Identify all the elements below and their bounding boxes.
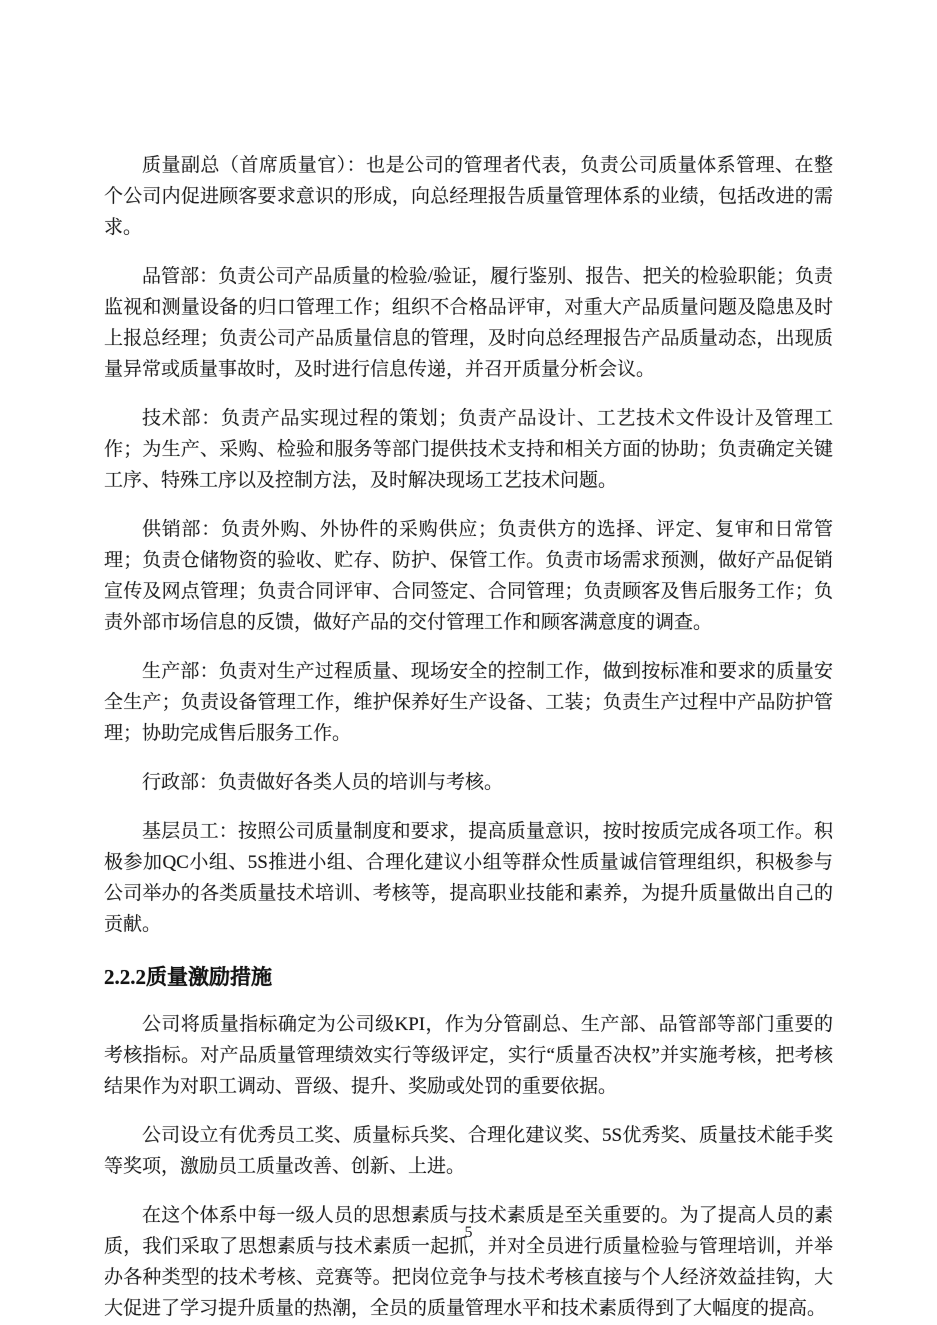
paragraph-kpi-assessment: 公司将质量指标确定为公司级KPI，作为分管副总、生产部、品管部等部门重要的考核指标。对产品质量管理绩效实行等级评定，实行“质量否决权”并实施考核，把考核结果作为对职工调动、晋级、提升、奖励或处罚的重要依据。 — [104, 1014, 833, 1097]
page-number: 5 — [464, 1224, 473, 1241]
paragraph-supply-sales-dept: 供销部：负责外购、外协件的采购供应；负责供方的选择、评定、复审和日常管理；负责仓储物资的验收、贮存、防护、保管工作。负责市场需求预测，做好产品促销宣传及网点管理；负责合同评审、合同签定、合同管理；负责顾客及售后服务工作；负责外部市场信息的反馈，做好产品的交付管理工作和顾客满意度的调查。 — [104, 519, 833, 633]
section-heading-quality-incentives: 2.2.2质量激励措施 — [104, 965, 272, 989]
paragraph-quality-control-dept: 品管部：负责公司产品质量的检验/验证，履行鉴别、报告、把关的检验职能；负责监视和测量设备的归口管理工作；组织不合格品评审，对重大产品质量问题及隐患及时上报总经理；负责公司产品质量信息的管理，及时向总经理报告产品质量动态，出现质量异常或质量事故时，及时进行信息传递，并召开质量分析会议。 — [104, 266, 833, 380]
paragraph-technical-dept: 技术部：负责产品实现过程的策划；负责产品设计、工艺技术文件设计及管理工作；为生产、采购、检验和服务等部门提供技术支持和相关方面的协助；负责确定关键工序、特殊工序以及控制方法，及时解决现场工艺技术问题。 — [104, 408, 833, 491]
paragraph-admin-dept: 行政部：负责做好各类人员的培训与考核。 — [142, 772, 504, 793]
paragraph-personnel-quality: 在这个体系中每一级人员的思想素质与技术素质是至关重要的。为了提高人员的素质，我们采取了思想素质与技术素质一起抓，并对全员进行质量检验与管理培训，并举办各种类型的技术考核、竞赛等。把岗位竞争与技术考核直接与个人经济效益挂钩，大大促进了学习提升质量的热潮，全员的质量管理水平和技术素质得到了大幅度的提高。 — [104, 1205, 833, 1319]
paragraph-quality-vp: 质量副总（首席质量官）：也是公司的管理者代表，负责公司质量体系管理、在整个公司内促进顾客要求意识的形成，向总经理报告质量管理体系的业绩，包括改进的需求。 — [104, 155, 833, 238]
paragraph-frontline-staff: 基层员工：按照公司质量制度和要求，提高质量意识，按时按质完成各项工作。积极参加QC小组、5S推进小组、合理化建议小组等群众性质量诚信管理组织，积极参与公司举办的各类质量技术培训、考核等，提高职业技能和素养，为提升质量做出自己的贡献。 — [104, 821, 833, 935]
paragraph-award-programs: 公司设立有优秀员工奖、质量标兵奖、合理化建议奖、5S优秀奖、质量技术能手奖等奖项，激励员工质量改善、创新、上进。 — [104, 1125, 833, 1177]
paragraph-production-dept: 生产部：负责对生产过程质量、现场安全的控制工作，做到按标准和要求的质量安全生产；负责设备管理工作，维护保养好生产设备、工装；负责生产过程中产品防护管理；协助完成售后服务工作。 — [104, 661, 833, 744]
